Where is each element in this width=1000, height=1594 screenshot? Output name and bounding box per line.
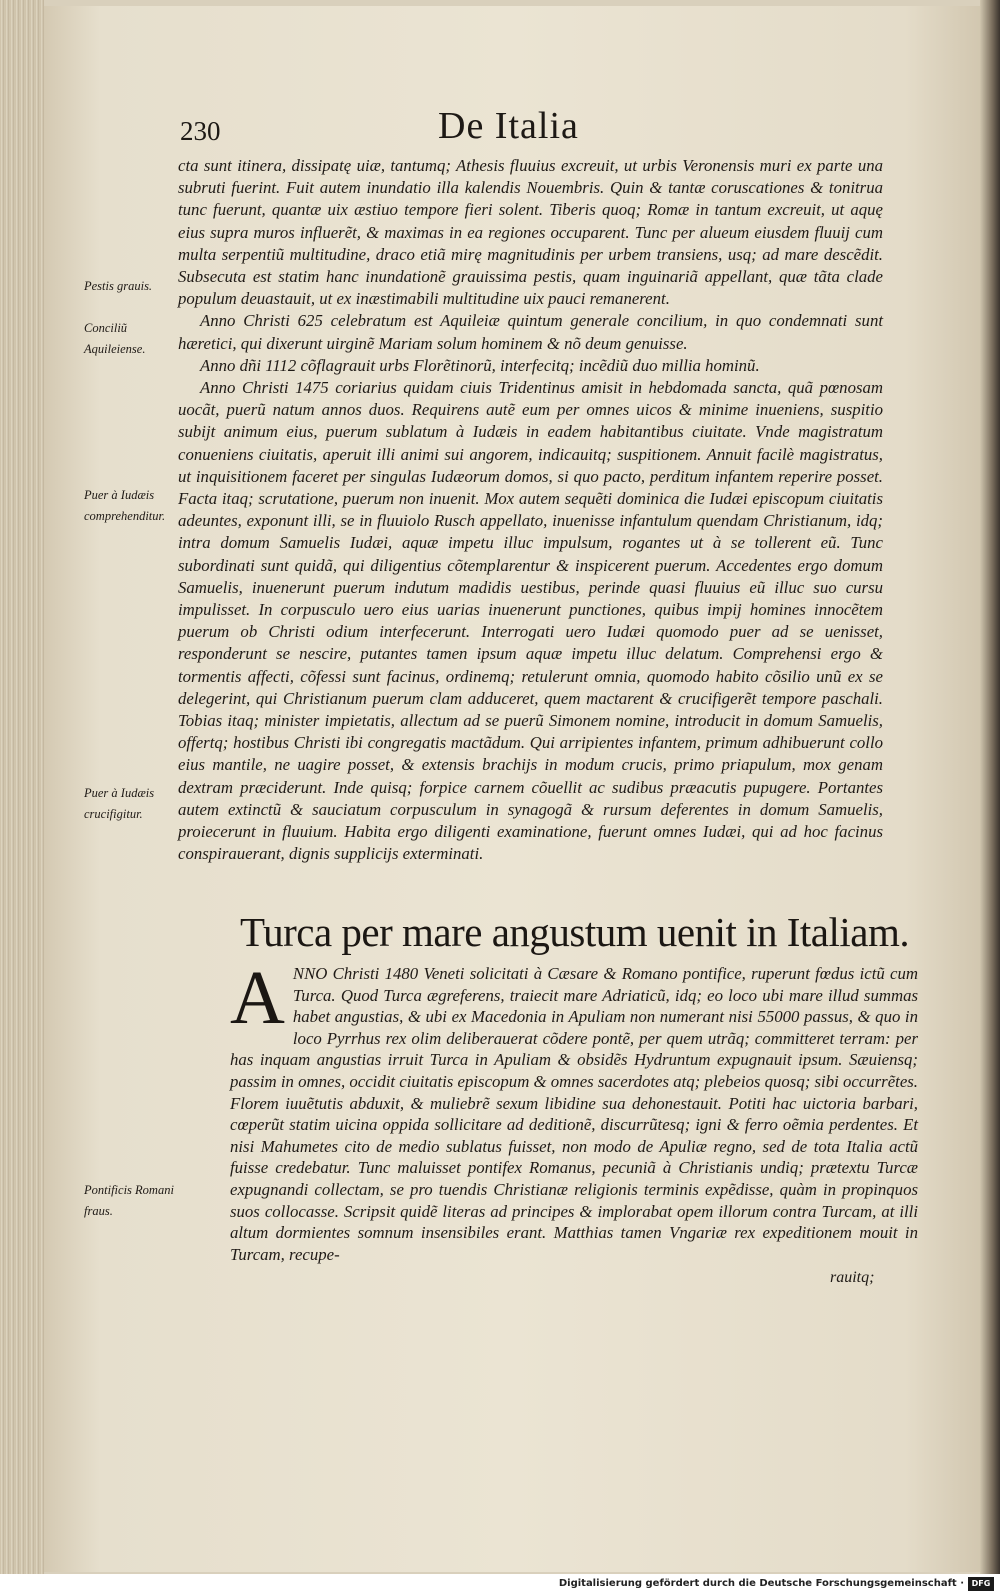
- catchword: rauitq;: [830, 1269, 875, 1286]
- paragraph-concilium: Anno Christi 625 celebratum est Aquileiæ quintum generale concilium, in quo condemnati sunt hæretici, qui dixerunt uirginẽ Mariam solum hominem & nõ deum genuisse.: [178, 311, 883, 353]
- page-title: De Italia: [438, 105, 579, 147]
- paragraph-tridentum: Anno Christi 1475 coriarius quidam ciuis Tridentinus amisit in hebdomada sancta, quã pœnosam uocãt, puerũ natum annos duos. Requirens autẽ eum per omnes uicos & minime inueniens, suspitio subijt animum eius, puerum sublatum à Iudæis in eadem habitantibus ciuitate. Vnde magistratum conueniens ciuitatis, aperuit illi animi sui angorem, indicauitq; suspitionem. Annuit facilè magistratus, ut inquisitionem faceret per singulas Iudæorum domos, si quo pacto, perditum infantem reperire posset. Facta itaq; scrutatione, puerum non inuenit. Mox autem sequẽti dominica die Iudæi episcopum ciuitatis adeuntes, exponunt illi, se in fluuiolo Rusch appellato, inuenisse infantulum quendam Christianum, idq; intra domum Samuelis Iudæi, aquæ impetu illuc impulsum, rogantes ut à se tollerent eũ. Tunc subordinati sunt quidã, qui diligentius cõtemplarentur & inspicerent puerum. Accedentes ergo domum Samuelis, inuenerunt puerum indutum madidis uestibus, perinde quasi fluuius eũ illuc suo cursu impulisset. In corpusculo uero eius uarias inuenerunt punctiones, quibus impij homines innocẽtem puerum ob Christi odium interfecerunt. Interrogati uero Iudæi quomodo puer ad se uenisset, responderunt se nescire, putantes tamen ipsum aquæ impetu illuc delatum. Comprehensi ergo & tormentis affecti, cõfessi sunt facinus, ordinemq; retulerunt omnia, quomodo habito cõsilio unũ ex se delegerint, qui Christianum puerum clam adduceret, quem mactarent & crucifigerẽt tempore paschali. Tobias itaq; minister impietatis, allectum ad se puerũ Simonem nomine, introducit in domum Samuelis, offertq; hostibus Christi ibi congregatis mactãdum. Qui arripientes infantem, primum adhibuerunt collo eius mantile, ne uagire posset, & extensis brachijs in modum crucis, primo priapulum, mox genam dextram præciderunt. Inde quisq; forpice carnem cõuellit ac sudibus præacutis pupugere. Portantes autem extinctũ & sauciatum corpusculum in synagogã & rursum deferentes in domum Samuelis, proiecerunt in fluuium. Habita ergo diligenti examinatione, fuerunt omnes Iudæi, qui ad hoc facinus conspirauerant, dignis supplicijs exterminati.: [178, 378, 883, 864]
- margin-note-concilium: Conciliũ Aquileiense.: [84, 321, 146, 356]
- margin-note-puer-comprehenditur: Puer à Iudæis comprehenditur.: [84, 488, 166, 523]
- margin-note-pontificis: Pontificis Romani fraus.: [84, 1183, 174, 1218]
- running-head: [180, 104, 820, 154]
- drop-cap: A: [230, 956, 285, 1040]
- dfg-logo: DFG: [968, 1577, 994, 1591]
- footer-credit: Digitalisierung gefördert durch die Deutsche Forschungsgemeinschaft ·: [558, 1578, 964, 1589]
- section-heading: Turca per mare angustum uenit in Italiam.: [240, 909, 910, 955]
- paragraph-inundatio: cta sunt itinera, dissipatę uiæ, tantumq; Athesis fluuius excreuit, ut urbis Veronensis muri ex parte una subruti fuerint. Fuit autem inundatio illa kalendis Nouembris. Quin & tantæ coruscationes & tonitrua tunc fuerunt, quantæ uix æstiuo tempore fieri solent. Tiberis quoq; Romæ in tantum excreuit, ut aquę eius supra muros influerẽt, & maximas in ea regiones occuparent. Tunc per alueum eiusdem fluuij cum multa serpentiũ multitudine, draco etiã mirę magnitudinis per urbem transiens, usq; ad mare descẽdit. Subsecuta est statim hanc inundationẽ grauissima pestis, quam inguinariã appellant, quæ tãta clade populum deuastauit, ut ex inæstimabili multitudine uix pauci remanerent.: [178, 156, 883, 309]
- text-block-turca: [230, 956, 918, 1265]
- margin-note-puer-crucifigitur: Puer à Iudæis crucifigitur.: [84, 786, 155, 821]
- page-number: 230: [180, 116, 221, 146]
- text-block-main: [178, 155, 883, 866]
- footer-bar: [0, 1574, 1000, 1594]
- margin-note-pestis: Pestis grauis.: [84, 279, 153, 293]
- book-gutter-right: [980, 0, 1000, 1574]
- paragraph-turca: NNO Christi 1480 Veneti solicitati à Cæsare & Romano pontifice, ruperunt fœdus ictũ cum Turca. Quod Turca ægreferens, traiecit mare Adriaticũ, idq; eo loco ubi mare illud summas habet angustias, & ubi ex Macedonia in Apuliam non numerant nisi 55000 passus, & quo in loco Pyrrhus rex olim deliberauerat cõdere pontẽ, per quem utrãq; committeret terram: per has inquam angustias irruit Turca in Apuliam & obsidẽs Hydruntum expugnauit ipsum. Sæuiensq; passim in omnes, occidit ciuitatis episcopum & omnes sacerdotes atq; plebeios quosq; sibi occurrẽtes. Florem iuuẽtutis abduxit, & muliebrẽ sexum libidine sua dehonestauit. Potiti hac uictoria barbari, cœperũt statim uicina oppida sollicitare ad deditionẽ, discurrũtesq; igni & ferro oẽmia perdentes. Et nisi Mahumetes cito de medio sublatus fuisset, non modo de Apuliæ regno, sed de tota Italia actũ fuisse credebatur. Tunc maluisset pontifex Romanus, pecuniã à Christianis undiq; prætextu Turcæ expugnandi collectam, se pro tuendis Christianæ religionis terminis expẽdisse, quàm in propinquos suos collocasse. Scripsit quidẽ literas ad principes & implorabat opem illorum contra Turcam, at illi altum dormientes somnum insensibiles erant. Matthias tamen Vngariæ rex expeditionem mouit in Turcam, recupe-: [230, 964, 918, 1264]
- paragraph-florentia: Anno dñi 1112 cõflagrauit urbs Florẽtinorũ, interfecitq; incẽdiũ duo millia hominũ.: [200, 355, 760, 375]
- page-edges-left: [0, 0, 44, 1574]
